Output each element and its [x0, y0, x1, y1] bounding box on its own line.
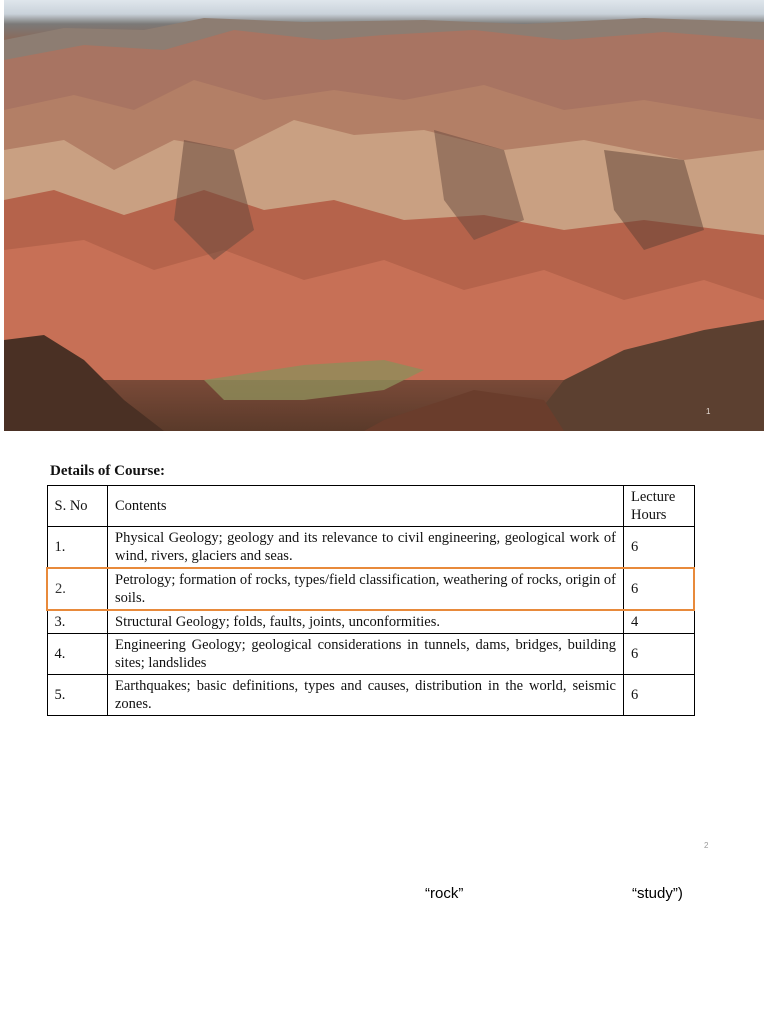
row-hours: 4: [624, 610, 695, 634]
header-contents: Contents: [108, 486, 624, 527]
row-sno: 2.: [47, 568, 108, 610]
course-details-title: Details of Course:: [50, 463, 165, 479]
table-row-highlighted: [47, 568, 694, 610]
header-sno: S. No: [47, 486, 108, 527]
row-contents: Physical Geology; geology and its relevance to civil engineering, geological work of wind, rivers, glaciers and seas.: [108, 527, 624, 569]
row-hours: 6: [624, 675, 695, 716]
row-sno: 4.: [47, 634, 108, 675]
row-contents: Structural Geology; folds, faults, joints, unconformities.: [108, 610, 624, 634]
table-row: [47, 675, 694, 716]
table-row: [47, 527, 694, 569]
course-table: [46, 485, 695, 716]
row-contents: Earthquakes; basic definitions, types and causes, distribution in the world, seismic zones.: [108, 675, 624, 716]
row-sno: 3.: [47, 610, 108, 634]
slide-number: 1: [706, 407, 711, 416]
slide-number: 2: [704, 841, 709, 850]
row-sno: 5.: [47, 675, 108, 716]
header-hours: Lecture Hours: [624, 486, 695, 527]
row-hours: 6: [624, 634, 695, 675]
row-hours: 6: [624, 568, 695, 610]
row-hours: 6: [624, 527, 695, 569]
canyon-illustration: [4, 0, 764, 431]
table-row: [47, 610, 694, 634]
text-fragment-rock: “rock”: [425, 885, 464, 902]
canyon-photo: [4, 0, 764, 431]
row-contents: Petrology; formation of rocks, types/field classification, weathering of rocks, origin of soils.: [108, 568, 624, 610]
text-fragment-study: “study”): [632, 885, 683, 902]
row-sno: 1.: [47, 527, 108, 569]
table-header-row: [47, 486, 694, 527]
row-contents: Engineering Geology; geological considerations in tunnels, dams, bridges, building sites; landslides: [108, 634, 624, 675]
table-row: [47, 634, 694, 675]
